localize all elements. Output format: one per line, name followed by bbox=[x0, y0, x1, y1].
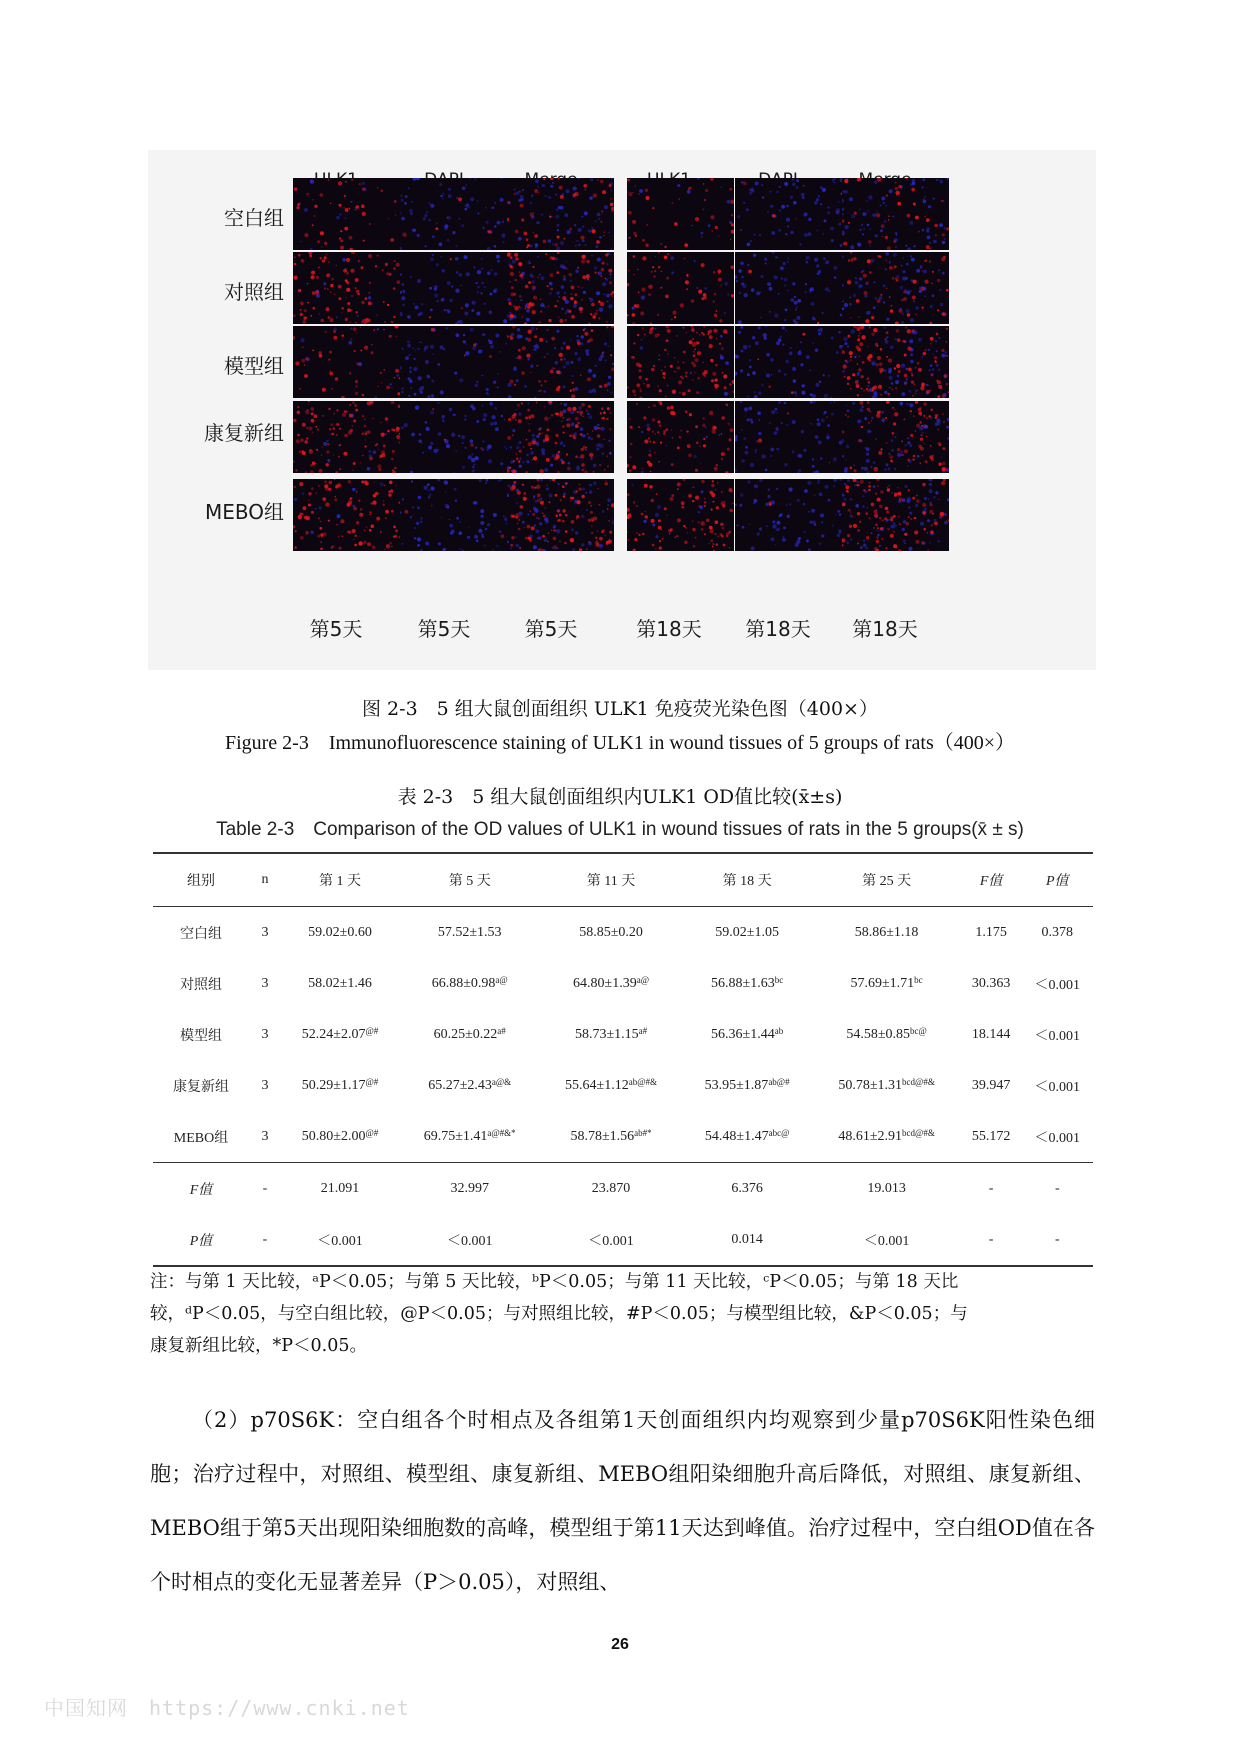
micrograph-tile bbox=[735, 401, 842, 473]
micrograph-tile bbox=[293, 178, 400, 250]
cell-f: - bbox=[961, 1214, 1022, 1266]
cell-day18: 56.36±1.44$^{ab}$ bbox=[711, 1026, 784, 1042]
cell-day18: 6.376 bbox=[731, 1180, 763, 1196]
table-header-row bbox=[153, 853, 1093, 907]
figure-caption-en: Figure 2-3 Immunofluorescence staining of ULK1 in wound tissues of 5 groups of rats（400×） bbox=[224, 732, 1016, 754]
note-line: 康复新组比较，*P＜0.05。 bbox=[150, 1336, 367, 1356]
micrograph-tile bbox=[627, 326, 734, 398]
note-line: 注：与第 1 天比较，ᵃP＜0.05；与第 5 天比较，ᵇP＜0.05；与第 11 天比较，ᶜP＜0.05；与第 18 天比 bbox=[150, 1272, 959, 1292]
table-row bbox=[153, 958, 1093, 1009]
day-label: 第18天 bbox=[852, 617, 918, 641]
header-day18: 第 18 天 bbox=[682, 853, 813, 907]
table-note bbox=[150, 1266, 1095, 1362]
cell-day18: $54.48\pm 1.47^{abc@}$ bbox=[682, 1111, 813, 1163]
cell-day18: 56.88±1.63$^{bc}$ bbox=[711, 975, 784, 991]
cell-n: 3 bbox=[249, 1111, 281, 1163]
day-label: 第18天 bbox=[636, 617, 702, 641]
figure-caption-cn: 图 2-3 5 组大鼠创面组织 ULK1 免疫荧光染色图（400×） bbox=[362, 698, 878, 720]
micrograph-tile bbox=[507, 252, 614, 324]
cell-day25: ＜0.001 bbox=[813, 1214, 961, 1266]
micrograph-tile bbox=[735, 326, 842, 398]
cell-f: 55.172 bbox=[961, 1111, 1022, 1163]
header-f: F值 bbox=[961, 853, 1022, 907]
micrograph-tile bbox=[400, 479, 507, 551]
cell-day11: $64.80\pm 1.39^{a@}$ bbox=[573, 975, 650, 991]
cell-day5: 57.52±1.53 bbox=[437, 925, 502, 940]
cell-n: 3 bbox=[261, 924, 269, 940]
cell-p: ＜0.001 bbox=[1022, 1111, 1093, 1163]
cell-day5: $60.25\pm 0.22^{a\#}$ bbox=[433, 1026, 506, 1042]
micrograph-tile bbox=[507, 479, 614, 551]
cell-day5: $65.27\pm 2.43^{a@\&}$ bbox=[428, 1077, 512, 1093]
micrograph-tile bbox=[842, 401, 949, 473]
cell-n: 3 bbox=[261, 1026, 269, 1042]
micrograph-tile bbox=[842, 479, 949, 551]
header-n: n bbox=[249, 853, 281, 907]
cell-label: F值 bbox=[189, 1182, 213, 1198]
cell-day18: 0.014 bbox=[682, 1214, 813, 1266]
micrograph-tile bbox=[400, 178, 507, 250]
cell-day25: 57.69±1.71$^{bc}$ bbox=[850, 975, 923, 991]
cell-day18: $53.95\pm 1.87^{ab@\#}$ bbox=[704, 1077, 790, 1093]
micrograph-tile bbox=[293, 326, 400, 398]
body-paragraph-block bbox=[150, 1393, 1095, 1609]
cell-group: 对照组 bbox=[180, 977, 222, 993]
cell-n: - bbox=[262, 1180, 268, 1196]
od-value-table bbox=[153, 852, 1093, 1267]
micrograph-tile bbox=[400, 252, 507, 324]
header-day25: 第 25 天 bbox=[813, 853, 961, 907]
cell-day11: ＜0.001 bbox=[540, 1214, 681, 1266]
table-row bbox=[153, 1111, 1093, 1163]
row-label-mebo: MEBO组 bbox=[204, 500, 284, 524]
day-label: 第5天 bbox=[417, 617, 471, 641]
table-caption-cn: 表 2-3 5 组大鼠创面组织内ULK1 OD值比较(x̄±s) bbox=[397, 786, 843, 808]
cell-day25: 58.86±1.18 bbox=[854, 925, 919, 940]
page-number: 26 bbox=[611, 1636, 629, 1653]
cell-group: 空白组 bbox=[180, 926, 222, 942]
micrograph-tile bbox=[293, 252, 400, 324]
body-paragraph: （2）p70S6K：空白组各个时相点及各组第1天创面组织内均观察到少量p70S6K阳性染色细胞；治疗过程中，对照组、模型组、康复新组、MEBO组阳染细胞升高后降低，对照组、康复新组、MEBO组于第5天出现阳染细胞数的高峰，模型组于第11天达到峰值。治疗过程中，空白组OD值在各个时相点的变化无显著差异（P＞0.05），对照组、 bbox=[150, 1408, 1095, 1594]
header-day1: 第 1 天 bbox=[281, 853, 399, 907]
day-label: 第5天 bbox=[524, 617, 578, 641]
cell-n: - bbox=[249, 1214, 281, 1266]
table-row bbox=[153, 1009, 1093, 1060]
header-day5: 第 5 天 bbox=[399, 853, 540, 907]
cell-n: 3 bbox=[261, 975, 269, 991]
cell-label: P值 bbox=[153, 1214, 249, 1266]
cell-day18: 59.02±1.05 bbox=[715, 925, 779, 940]
cell-p: 0.378 bbox=[1041, 924, 1074, 940]
cell-day1: 21.091 bbox=[320, 1180, 360, 1196]
note-line: 较，ᵈP＜0.05，与空白组比较，@P＜0.05；与对照组比较，#P＜0.05；与模型组比较，&P＜0.05；与 bbox=[150, 1304, 968, 1324]
micrograph-tile bbox=[293, 401, 400, 473]
day-label: 第18天 bbox=[745, 617, 811, 641]
f-value-row bbox=[153, 1163, 1093, 1215]
micrograph-tile bbox=[293, 479, 400, 551]
cell-f: 1.175 bbox=[975, 924, 1007, 940]
micrograph-tile bbox=[507, 401, 614, 473]
row-label-kangfuxin: 康复新组 bbox=[204, 421, 284, 445]
micrograph-tile bbox=[400, 401, 507, 473]
micrograph-tile bbox=[842, 326, 949, 398]
micrograph-tile bbox=[842, 178, 949, 250]
header-group: 组别 bbox=[153, 853, 249, 907]
p-value-row bbox=[153, 1214, 1093, 1266]
cell-group: 康复新组 bbox=[173, 1079, 229, 1095]
cell-p: ＜0.001 bbox=[1034, 1079, 1081, 1095]
cell-f: - bbox=[988, 1180, 994, 1196]
micrograph-tile bbox=[400, 326, 507, 398]
table-row bbox=[153, 907, 1093, 959]
cell-day1: 58.02±1.46 bbox=[308, 976, 372, 991]
cell-f: 30.363 bbox=[971, 975, 1011, 991]
cell-day5: $66.88\pm 0.98^{a@}$ bbox=[431, 975, 508, 991]
cell-day25: $50.78\pm 1.31^{bcd@\#\&}$ bbox=[838, 1077, 935, 1093]
immunofluorescence-figure bbox=[148, 150, 1096, 670]
cell-day5: ＜0.001 bbox=[399, 1214, 540, 1266]
row-label-model: 模型组 bbox=[224, 354, 284, 378]
cell-f: 18.144 bbox=[971, 1026, 1011, 1042]
header-day11: 第 11 天 bbox=[540, 853, 681, 907]
cell-day11: $55.64\pm 1.12^{ab@\#\&}$ bbox=[565, 1077, 658, 1093]
cell-day1: 59.02±0.60 bbox=[308, 925, 372, 940]
micrograph-tile bbox=[735, 479, 842, 551]
day-label: 第5天 bbox=[309, 617, 363, 641]
micrograph-tile bbox=[507, 326, 614, 398]
cell-p: - bbox=[1022, 1214, 1093, 1266]
cell-day1: 52.24±2.07@# bbox=[301, 1026, 379, 1042]
row-label-blank: 空白组 bbox=[224, 206, 284, 230]
cell-day5: $69.75\pm 1.41^{a@\#\&*}$ bbox=[399, 1111, 540, 1163]
row-label-control: 对照组 bbox=[224, 280, 284, 304]
micrograph-tile bbox=[507, 178, 614, 250]
cell-f: 39.947 bbox=[971, 1077, 1011, 1093]
cell-day11: $58.78\pm 1.56^{ab\#*}$ bbox=[540, 1111, 681, 1163]
cell-p: - bbox=[1054, 1180, 1060, 1196]
cell-day5: 32.997 bbox=[450, 1180, 489, 1196]
cell-day25: $54.58\pm 0.85^{bc@}$ bbox=[846, 1026, 927, 1042]
cell-day11: 58.85±0.20 bbox=[579, 925, 643, 940]
table-caption-en: Table 2-3 Comparison of the OD values of ULK1 in wound tissues of rats in the 5 groups(x̄ ± s) bbox=[216, 819, 1024, 840]
cell-day25: 19.013 bbox=[867, 1180, 906, 1196]
cell-day11: 23.870 bbox=[591, 1180, 631, 1196]
micrograph-tile bbox=[735, 252, 842, 324]
cell-group: MEBO组 bbox=[153, 1111, 249, 1163]
cnki-watermark: 中国知网 https://www.cnki.net bbox=[44, 1696, 410, 1720]
micrograph-tile bbox=[627, 479, 734, 551]
cell-p: ＜0.001 bbox=[1034, 1028, 1081, 1044]
micrograph-tile bbox=[627, 401, 734, 473]
micrograph-tile bbox=[627, 252, 734, 324]
cell-day1: 50.29±1.17@# bbox=[301, 1077, 379, 1093]
cell-group: 模型组 bbox=[180, 1028, 222, 1044]
cell-day1: 50.80±2.00@# bbox=[281, 1111, 399, 1163]
cell-day1: ＜0.001 bbox=[281, 1214, 399, 1266]
cell-p: ＜0.001 bbox=[1034, 977, 1081, 993]
cell-day25: $48.61\pm 2.91^{bcd@\#\&}$ bbox=[813, 1111, 961, 1163]
table-row bbox=[153, 1060, 1093, 1111]
header-p: P值 bbox=[1022, 853, 1093, 907]
micrograph-tile bbox=[627, 178, 734, 250]
cell-day11: $58.73\pm 1.15^{a\#}$ bbox=[574, 1026, 648, 1042]
micrograph-tile bbox=[735, 178, 842, 250]
cell-n: 3 bbox=[261, 1077, 269, 1093]
micrograph-tile bbox=[842, 252, 949, 324]
